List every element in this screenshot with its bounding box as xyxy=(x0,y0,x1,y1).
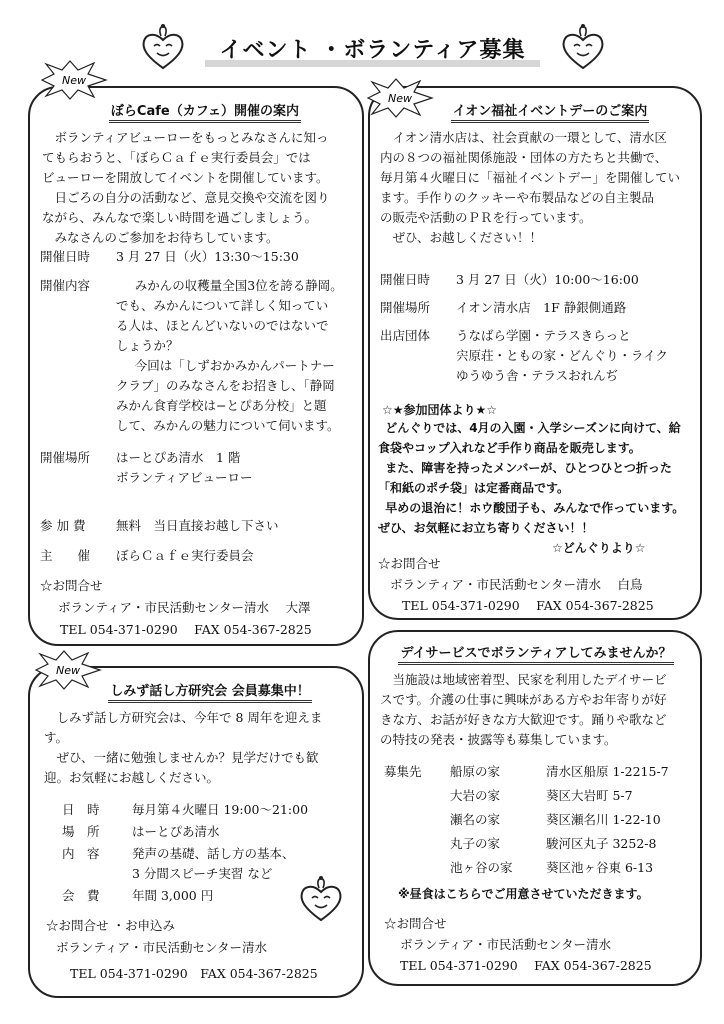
signature: ☆どんぐりより☆ xyxy=(552,541,646,555)
intro-line: ぜひ、お越しください！！ xyxy=(392,230,543,245)
intro-line: きな方、お話が好きな方大歓迎です。踊りや歌など xyxy=(380,712,667,727)
from-text xyxy=(378,418,700,538)
place-name: 池ヶ谷の家 xyxy=(450,860,513,875)
intro-line: 当施設は地域密着型、民家を利用したデイサービ xyxy=(392,672,667,687)
svg-text:New: New xyxy=(62,74,86,87)
intro-text xyxy=(380,128,700,248)
contact-tel: TEL 054-371-0290 FAX 054-367-2825 xyxy=(70,966,318,981)
place-line: ボランティアビューロー xyxy=(116,470,253,485)
intro-text xyxy=(42,128,358,248)
content-line: る人は、ほとんどいないのではないで xyxy=(116,318,329,333)
section-heading xyxy=(400,100,700,119)
content-line: みかん食育学校は−とぴあ分校」と題 xyxy=(116,398,327,413)
lunch-note: ※昼食はこちらでご用意させていただきます。 xyxy=(398,887,649,901)
intro-line: しみず話し方研究会は、今年で 8 周年を迎えま xyxy=(56,710,323,725)
section-heading xyxy=(60,100,350,119)
intro-line: イオン清水店は、社会貢献の一環として、清水区 xyxy=(392,130,667,145)
place-address: 駿河区丸子 3252-8 xyxy=(546,836,657,851)
fee-label: 参 加 費 xyxy=(40,518,86,533)
content-line: でも、みかんについて詳しく知ってい xyxy=(116,298,329,313)
fee-label: 会 費 xyxy=(62,888,100,903)
intro-line: てもらおうと、「ぼらＣａｆｅ実行委員会」では xyxy=(42,150,311,165)
date-label: 開催日時 xyxy=(40,249,91,264)
fee-value: 年間 3,000 円 xyxy=(132,888,214,903)
intro-line: 内の８つの福祉関係施設・団体の方たちと共働で、 xyxy=(380,150,668,165)
date-value: 3 月 27 日（火）10:00〜16:00 xyxy=(456,272,639,287)
contact-label: ☆お問合せ ・お申込み xyxy=(46,918,175,933)
place-label: 場 所 xyxy=(62,824,100,839)
intro-line: 日ごろの自分の活動など、意見交換や交流を図り xyxy=(54,190,330,205)
place-name: 船原の家 xyxy=(450,764,501,779)
content-line: クラブ」のみなさんをお招きし、「静岡 xyxy=(116,378,335,393)
content-label: 開催内容 xyxy=(40,278,91,293)
shop-label: 出店団体 xyxy=(380,328,431,343)
date-label: 開催日時 xyxy=(380,272,431,287)
heart-mascot-icon xyxy=(298,874,344,924)
host-value: ぼらＣａｆｅ実行委員会 xyxy=(116,548,254,563)
section-heading xyxy=(60,680,360,699)
intro-text xyxy=(380,670,700,750)
place-name: 丸子の家 xyxy=(450,836,501,851)
intro-line: の特技の発表・披露等も募集しています。 xyxy=(380,732,617,747)
heart-mascot-icon xyxy=(140,22,186,72)
contact-label: ☆お問合せ xyxy=(378,556,441,571)
place-line: はーとぴあ清水 1 階 xyxy=(116,450,241,465)
heading-aeon: イオン福祉イベントデーのご案内 xyxy=(451,104,650,123)
place-text xyxy=(116,448,356,488)
content-line: 今回は「しずおかみかんパートナー xyxy=(134,358,335,373)
svg-text:New: New xyxy=(388,92,412,105)
contact-label: ☆お問合せ xyxy=(40,578,103,593)
intro-line: ます。手作りのクッキーや布製品などの自主製品 xyxy=(380,190,655,205)
contact-tel: TEL 054-371-0290 FAX 054-367-2825 xyxy=(60,622,312,637)
place-name: 大岩の家 xyxy=(450,788,501,803)
place-name: 瀬名の家 xyxy=(450,812,501,827)
from-heading: ☆★参加団体より★☆ xyxy=(382,403,498,417)
shop-line: ゆうゆう舎・テラスおれんぢ xyxy=(456,368,619,383)
place-address: 葵区瀬名川 1-22-10 xyxy=(546,812,661,827)
heading-speech-club: しみず話し方研究会 会員募集中！ xyxy=(108,684,312,703)
contact-name: ボランティア・市民活動センター清水 xyxy=(56,940,268,955)
place-address: 清水区船原 1-2215-7 xyxy=(546,764,669,779)
place-value: はーとぴあ清水 xyxy=(132,824,220,839)
new-badge-icon xyxy=(40,60,108,100)
heading-day-service: デイサービスでボランティアしてみませんか？ xyxy=(398,646,673,665)
host-label: 主 催 xyxy=(40,548,91,563)
content-line: 発声の基礎、話し方の基本、 xyxy=(132,846,295,861)
from-line: 「和紙のポチ袋」は定番商品です。 xyxy=(378,481,570,495)
content-text xyxy=(116,276,356,436)
fee-value: 無料 当日直接お越し下さい xyxy=(116,518,279,533)
contact-name: ボランティア・市民活動センター清水 xyxy=(400,937,612,952)
content-label: 内 容 xyxy=(62,846,100,861)
place-label: 開催場所 xyxy=(380,300,431,315)
from-line: ぜひ、お気軽にお立ち寄りください！！ xyxy=(378,521,594,535)
heading-bora-cafe: ぼらCafe（カフェ）開催の案内 xyxy=(109,104,301,123)
intro-line: 毎月第４火曜日に「福祉イベントデー」を開催してい xyxy=(380,170,681,185)
contact-name: ボランティア・市民活動センター清水 大澤 xyxy=(58,600,311,615)
intro-line: す。 xyxy=(44,730,69,745)
date-value: 毎月第４火曜日 19:00〜21:00 xyxy=(132,802,309,817)
page-title-text: イベント ・ボランティア募集 xyxy=(219,38,526,63)
intro-line: ビューローを開放してイベントを開催しています。 xyxy=(42,170,329,185)
intro-line: の販売や活動のＰＲを行っています。 xyxy=(380,210,592,225)
intro-line: ながら、みんなで楽しい時間を過ごしましょう。 xyxy=(42,210,318,225)
dest-label: 募集先 xyxy=(384,764,422,779)
content-line: 3 分間スピーチ実習 など xyxy=(132,866,273,881)
content-line: して、みかんの魅力について伺います。 xyxy=(116,418,340,433)
page-title xyxy=(205,34,540,68)
shop-text xyxy=(456,326,696,386)
svg-text:New: New xyxy=(56,664,80,677)
from-line: 早めの退治に！ホウ酸団子も、みんなで作っています。 xyxy=(385,501,685,515)
intro-line: ぜひ、一緒に勉強しませんか？見学だけでも歓 xyxy=(56,750,319,765)
content-line: しょうか？ xyxy=(116,338,179,353)
heart-mascot-icon xyxy=(560,22,606,72)
from-line: 食袋やコップ入れなど手作り商品を販売します。 xyxy=(378,441,641,455)
date-value: 3 月 27 日（火）13:30〜15:30 xyxy=(116,249,299,264)
intro-text xyxy=(44,708,360,788)
from-line: また、障害を持ったメンバーが、ひとつひとつ折った xyxy=(385,461,672,475)
shop-line: 宍原荘・ともの家・どんぐり・ライク xyxy=(456,348,668,363)
intro-line: ボランティアビューローをもっとみなさんに知っ xyxy=(54,130,329,145)
place-address: 葵区池ヶ谷東 6-13 xyxy=(546,860,654,875)
place-address: 葵区大岩町 5-7 xyxy=(546,788,633,803)
date-label: 日 時 xyxy=(62,802,100,817)
place-value: イオン清水店 1F 静銀側通路 xyxy=(456,300,627,315)
contact-tel: TEL 054-371-0290 FAX 054-367-2825 xyxy=(400,958,652,973)
contact-tel: TEL 054-371-0290 FAX 054-367-2825 xyxy=(402,598,654,613)
content-line: みかんの収穫量全国3位を誇る静岡。 xyxy=(134,278,343,293)
section-heading xyxy=(370,642,702,661)
place-label: 開催場所 xyxy=(40,450,91,465)
intro-line: 迎。お気軽にお越しください。 xyxy=(44,770,220,785)
contact-name: ボランティア・市民活動センター清水 白鳥 xyxy=(390,577,643,592)
from-line: どんぐりでは、4月の入園・入学シーズンに向けて、給 xyxy=(385,421,681,435)
intro-line: スです。介護の仕事に興味がある方やお年寄りが好 xyxy=(380,692,667,707)
shop-line: うなばら学園・テラスきらっと xyxy=(456,328,631,343)
contact-label: ☆お問合せ xyxy=(384,916,447,931)
intro-line: みなさんのご参加をお待ちしています。 xyxy=(54,230,279,245)
